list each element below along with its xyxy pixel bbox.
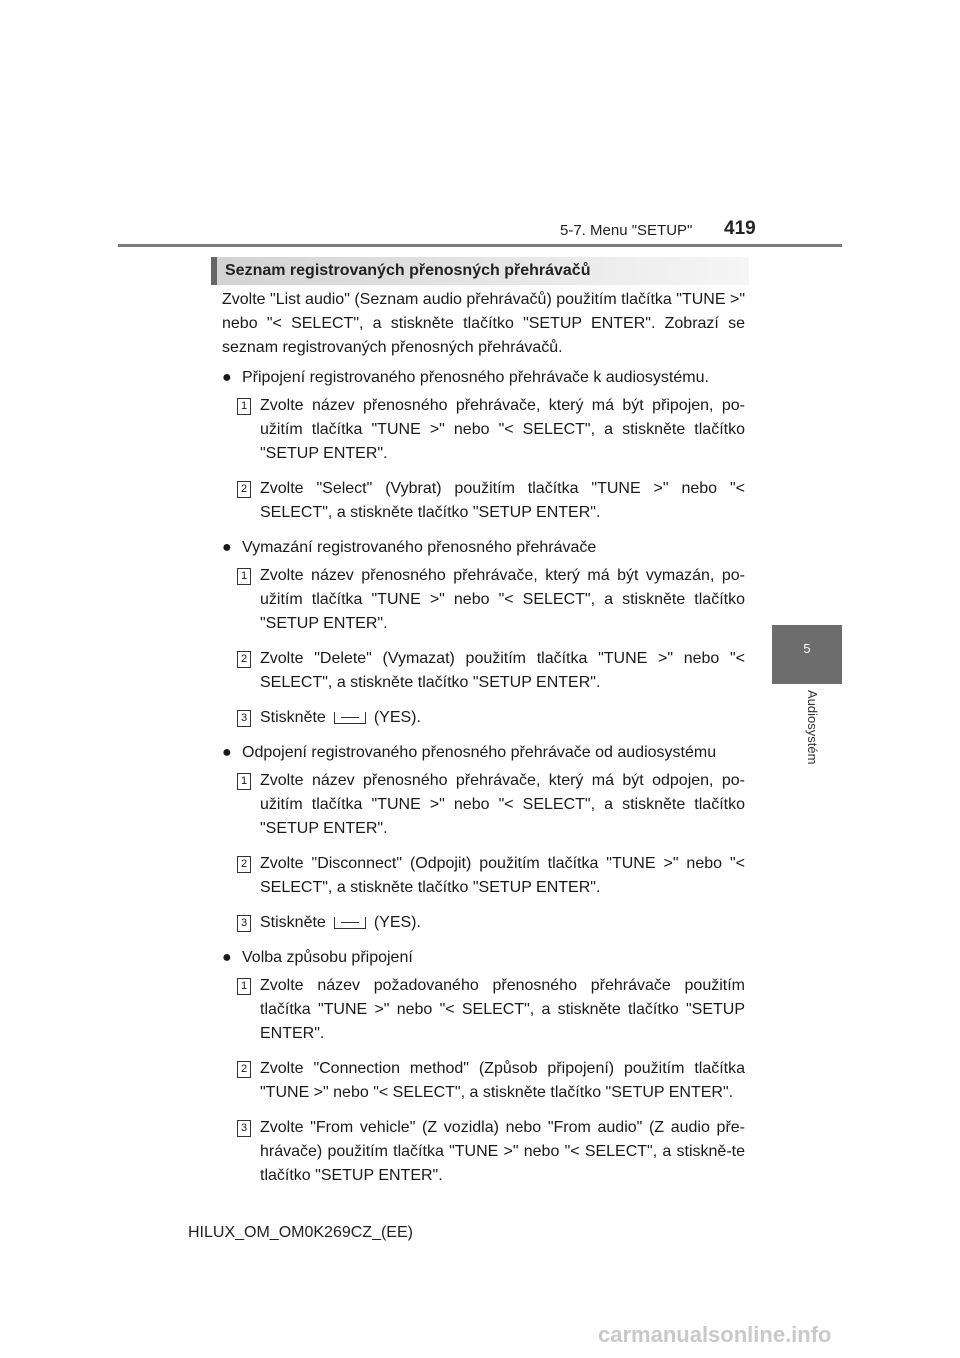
step-text: Zvolte název přenosného přehrávače, který má být připojen, po-užitím tlačítka "TUNE >" nebo "< SELECT", a stiskněte tlačítko "SETUP ENTER". xyxy=(260,397,745,462)
bullet-title: Připojení registrovaného přenosného přehrávače k audiosystému. xyxy=(242,369,709,386)
bullet-title: Odpojení registrovaného přenosného přehrávače od audiosystému xyxy=(242,744,717,761)
chapter-label: Audiosystém xyxy=(805,690,820,765)
header-section-title: 5-7. Menu "SETUP" xyxy=(560,222,693,239)
step-text-prefix: Stiskněte xyxy=(260,914,326,931)
bullet-item xyxy=(222,741,745,765)
bullet-icon: ● xyxy=(222,539,232,556)
step-text: Zvolte "From vehicle" (Z vozidla) nebo "From audio" (Z audio pře-hrávače) použitím tlačítka "TUNE >" nebo "< SELECT", a stiskně-te tlačítko "SETUP ENTER". xyxy=(260,1119,745,1184)
step-number-badge: 3 xyxy=(237,915,251,932)
bullet-item xyxy=(222,536,745,560)
step-item xyxy=(222,706,745,730)
header-rule xyxy=(118,244,842,247)
step-item xyxy=(222,564,745,636)
chapter-tab: 5 xyxy=(772,625,842,684)
step-item xyxy=(222,769,745,841)
step-item xyxy=(222,911,745,935)
bullet-item xyxy=(222,946,745,970)
bullet-title: Volba způsobu připojení xyxy=(242,949,413,966)
step-item xyxy=(222,647,745,695)
step-number-badge: 3 xyxy=(237,710,251,727)
section-heading-marker xyxy=(211,257,217,285)
step-number-badge: 1 xyxy=(237,398,251,415)
step-text-suffix: (YES). xyxy=(373,709,421,726)
bullet-icon: ● xyxy=(222,949,232,966)
watermark-link[interactable]: carmanualsonline.info xyxy=(598,1322,832,1347)
step-number-badge: 2 xyxy=(237,481,251,498)
step-number-badge: 2 xyxy=(237,651,251,668)
step-number-badge: 1 xyxy=(237,568,251,585)
step-text: Zvolte "Delete" (Vymazat) použitím tlačítka "TUNE >" nebo "< SELECT", a stiskněte tlačítko "SETUP ENTER". xyxy=(260,650,745,691)
step-item xyxy=(222,1057,745,1105)
bullet-icon: ● xyxy=(222,744,232,761)
step-text: Zvolte "Select" (Vybrat) použitím tlačítka "TUNE >" nebo "< SELECT", a stiskněte tlačítko "SETUP ENTER". xyxy=(260,480,745,521)
yes-key-icon xyxy=(334,712,366,724)
yes-key-icon xyxy=(334,917,366,929)
step-text: Zvolte název přenosného přehrávače, který má být vymazán, po-užitím tlačítka "TUNE >" nebo "< SELECT", a stiskněte tlačítko "SETUP ENTER". xyxy=(260,567,745,632)
step-item xyxy=(222,974,745,1046)
step-text: Zvolte "Disconnect" (Odpojit) použitím tlačítka "TUNE >" nebo "< SELECT", a stiskněte tlačítko "SETUP ENTER". xyxy=(260,855,745,896)
section-heading-bar xyxy=(211,257,749,285)
step-number-badge: 2 xyxy=(237,1061,251,1078)
step-text: Zvolte název požadovaného přenosného přehrávače použitím tlačítka "TUNE >" nebo "< SELECT", a stiskněte tlačítko "SETUP ENTER". xyxy=(260,977,745,1042)
step-text-suffix: (YES). xyxy=(373,914,421,931)
page-number: 419 xyxy=(724,218,756,239)
step-item xyxy=(222,852,745,900)
bullet-item xyxy=(222,366,745,390)
step-item xyxy=(222,1116,745,1188)
step-number-badge: 2 xyxy=(237,856,251,873)
step-item xyxy=(222,394,745,466)
step-text: Zvolte název přenosného přehrávače, který má být odpojen, po-užitím tlačítka "TUNE >" nebo "< SELECT", a stiskněte tlačítko "SETUP ENTER". xyxy=(260,772,745,837)
step-text: Zvolte "Connection method" (Způsob připojení) použitím tlačítka "TUNE >" nebo "< SELECT", a stiskněte tlačítko "SETUP ENTER". xyxy=(260,1060,745,1101)
step-number-badge: 1 xyxy=(237,978,251,995)
bullet-icon: ● xyxy=(222,369,232,386)
step-number-badge: 3 xyxy=(237,1120,251,1137)
step-item xyxy=(222,477,745,525)
bullet-title: Vymazání registrovaného přenosného přehrávače xyxy=(242,539,597,556)
step-number-badge: 1 xyxy=(237,773,251,790)
section-heading-title: Seznam registrovaných přenosných přehrávačů xyxy=(225,262,591,279)
main-content xyxy=(222,288,745,1199)
intro-paragraph: Zvolte "List audio" (Seznam audio přehrávačů) použitím tlačítka "TUNE >" nebo "< SELECT", a stiskněte tlačítko "SETUP ENTER". Zobrazí se seznam registrovaných přenosných přehrávačů. xyxy=(222,291,745,356)
footer-document-code: HILUX_OM_OM0K269CZ_(EE) xyxy=(188,1224,413,1241)
step-text-prefix: Stiskněte xyxy=(260,709,326,726)
